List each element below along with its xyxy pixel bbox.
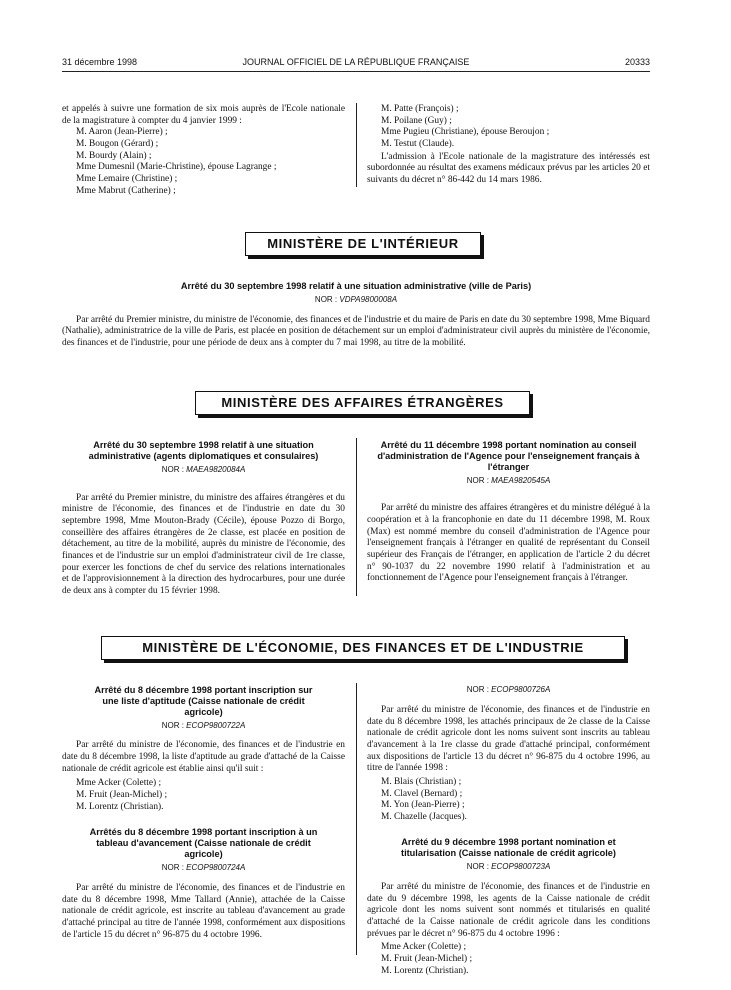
list-item: M. Poilane (Guy) ; [381,115,452,126]
list-item: M. Lorentz (Christian). [76,801,164,812]
header-page-number: 20333 [624,57,650,67]
nor-code: VDPA9800008A [339,294,398,304]
top-left-intro: et appelés à suivre une formation de six mois auprès de l'Ecole nationale de la magistrature à compter du 4 janvier 1999 : [62,104,345,126]
nor-label: NOR : [161,720,184,730]
nor-code: ECOP9800724A [186,863,246,872]
arrete-body: Par arrêté du ministre de l'économie, des finances et de l'industrie en date du 8 décembre 1998, les attachés principaux de 2e classe de la Caisse nationale de crédit agricole dont les noms suivent sont inscrits au tableau d'avancement à la 1re classe du grade d'attaché principal, conformément aux dispositions de l'article 13 du décret n° 96-875 du 4 octobre 1996, au titre de l'année 1998 : [367,704,650,774]
nor-label: NOR : [466,685,489,694]
nor-label: NOR : [314,294,338,304]
header-date: 31 décembre 1998 [62,57,138,67]
affaires-right-column [367,440,650,585]
list-item: M. Lorentz (Christian). [381,965,469,976]
section-heading-economie: MINISTÈRE DE L'ÉCONOMIE, DES FINANCES ET DE L'INDUSTRIE [101,636,625,660]
arrete-title: Arrêté du 8 décembre 1998 portant inscription sur une liste d'aptitude (Caisse nationale de crédit agricole) [94,685,313,717]
section-interieur [62,281,650,350]
list-item: Mme Acker (Colette) ; [381,942,467,953]
arrete-body: Par arrêté du ministre de l'économie, des finances et de l'industrie en date du 8 décembre 1998, la liste d'aptitude au grade d'attaché de la Caisse nationale de crédit agricole est établie ainsi qu'il suit : [62,740,345,774]
nor-label: NOR : [466,862,489,872]
nor-label: NOR : [161,464,184,474]
list-item: M. Fruit (Jean-Michel) ; [381,954,473,965]
economie-left-column [62,685,345,941]
nor-code: ECOP9800723A [491,862,551,872]
header-rule [62,71,650,72]
top-left-column [62,104,345,197]
arrete-title: Arrêté du 11 décembre 1998 portant nomination au conseil d'administration de l'Agence pour l'enseignement français à l'étranger [377,440,640,472]
nor-reference [62,863,345,873]
top-right-paragraph: L'admission à l'Ecole nationale de la magistrature des intéressés est subordonnée au résultat des examens médicaux prévus par les articles 20 et suivants du décret n° 86-442 du 14 mars 1986. [367,151,650,185]
top-right-column [367,104,650,187]
list-item: Mme Acker (Colette) ; [76,778,162,789]
list-item: M. Testut (Claude). [381,138,455,149]
arrete-body: Par arrêté du ministre des affaires étrangères et du ministre délégué à la coopération et à la francophonie en date du 11 décembre 1998, M. Roux (Max) est nommé membre du conseil d'administration de l'Agence pour l'enseignement français à l'étranger en qualité de représentant du Conseil supérieur des Français de l'étranger, en application de l'article 2 du décret n° 90-1037 du 22 novembre 1990 relatif à l'administration et au fonctionnement de l'Agence pour l'enseignement français à l'étranger. [367,503,650,584]
affaires-left-column [62,440,345,598]
list-item: M. Aaron (Jean-Pierre) ; [76,127,168,138]
list-item: M. Fruit (Jean-Michel) ; [76,790,168,801]
list-item: M. Clavel (Bernard) ; [381,788,463,799]
nor-reference [367,476,650,486]
list-item: Mme Lemaire (Christine) ; [76,173,178,184]
nor-reference [367,685,650,695]
section-heading-affaires-etrangeres: MINISTÈRE DES AFFAIRES ÉTRANGÈRES [195,391,530,415]
column-divider [356,103,357,187]
nor-reference [62,465,345,475]
nor-label: NOR : [161,863,184,872]
nor-reference [62,721,345,731]
nor-reference [367,862,650,872]
arrete-title: Arrêté du 30 septembre 1998 relatif à une situation administrative (agents diplomatiques et consulaires) [88,440,319,461]
header-journal-title: JOURNAL OFFICIEL DE LA RÉPUBLIQUE FRANÇAISE [242,57,470,67]
arrete-body: Par arrêté du ministre de l'économie, des finances et de l'industrie en date du 9 décembre 1998, les agents de la Caisse nationale de crédit agricole dont les noms suivent sont nommés et titularisés en qualité d'attaché de la Caisse nationale de crédit agricole dans les conditions prévues par le décret n° 96-875 du 4 octobre 1996 : [367,882,650,939]
list-item: M. Chazelle (Jacques). [381,811,467,822]
list-item: M. Blais (Christian) ; [381,776,462,787]
nor-label: NOR : [466,475,489,485]
list-item: M. Yon (Jean-Pierre) ; [381,800,465,811]
arrete-title: Arrêté du 30 septembre 1998 relatif à une situation administrative (ville de Paris) [180,281,532,291]
arrete-title: Arrêtés du 8 décembre 1998 portant inscription à un tableau d'avancement (Caisse nationale de crédit agricole) [89,827,318,860]
list-item: M. Bourdy (Alain) ; [76,150,152,161]
nor-code: ECOP9800726A [491,685,551,694]
nor-reference [62,295,650,305]
arrete-body: Par arrêté du ministre de l'économie, des finances et de l'industrie en date du 8 décembre 1998, Mme Tallard (Annie), attachée de la Caisse nationale de crédit agricole, est inscrite au tableau d'avancement au grade d'attaché principal au titre de l'année 1998, conformément aux dispositions de l'article 15 du décret n° 96-875 du 4 octobre 1996. [62,882,345,940]
nor-code: MAEA9820545A [491,475,551,485]
section-heading-interieur: MINISTÈRE DE L'INTÉRIEUR [245,232,481,256]
arrete-body: Par arrêté du Premier ministre, du ministre des affaires étrangères et du ministre de l'économie, des finances et de l'industrie en date du 30 septembre 1998, Mme Mouton-Brady (Cécile), épouse Pozzo di Borgo, conseillère des affaires étrangères de 2e classe, est placée en position de détachement, au titre de la mobilité, auprès du ministre de l'économie, des finances et de l'industrie sur un emploi d'administrateur civil de 1re classe, pour exercer les fonctions de chef du service des relations internationales et de l'approvisionnement à la direction des hydrocarbures, pour une durée de deux ans à compter du 15 février 1998. [62,492,345,596]
page-header [62,57,650,71]
column-divider [356,683,357,955]
list-item: Mme Pugieu (Christiane), épouse Beroujon ; [381,127,550,138]
column-divider [356,438,357,596]
arrete-body: Par arrêté du Premier ministre, du ministre de l'économie, des finances et de l'industrie et du maire de Paris en date du 30 septembre 1998, Mme Biquard (Nathalie), administratrice de la ville de Paris, est placée en position de détachement sur un emploi d'administrateur civil auprès du ministère de l'économie, des finances et de l'industrie, pour une période de deux ans à compter du 7 mai 1998, au titre de la mobilité. [62,314,650,349]
nor-code: MAEA9820084A [186,464,246,474]
list-item: M. Bougon (Gérard) ; [76,138,159,149]
list-item: Mme Dumesnil (Marie-Christine), épouse Lagrange ; [76,162,277,173]
list-item: Mme Mabrut (Catherine) ; [76,185,176,196]
nor-code: ECOP9800722A [186,720,246,730]
list-item: M. Patte (François) ; [381,104,459,114]
arrete-title: Arrêté du 9 décembre 1998 portant nomination et titularisation (Caisse nationale de crédit agricole) [401,837,616,859]
economie-right-column [367,685,650,977]
